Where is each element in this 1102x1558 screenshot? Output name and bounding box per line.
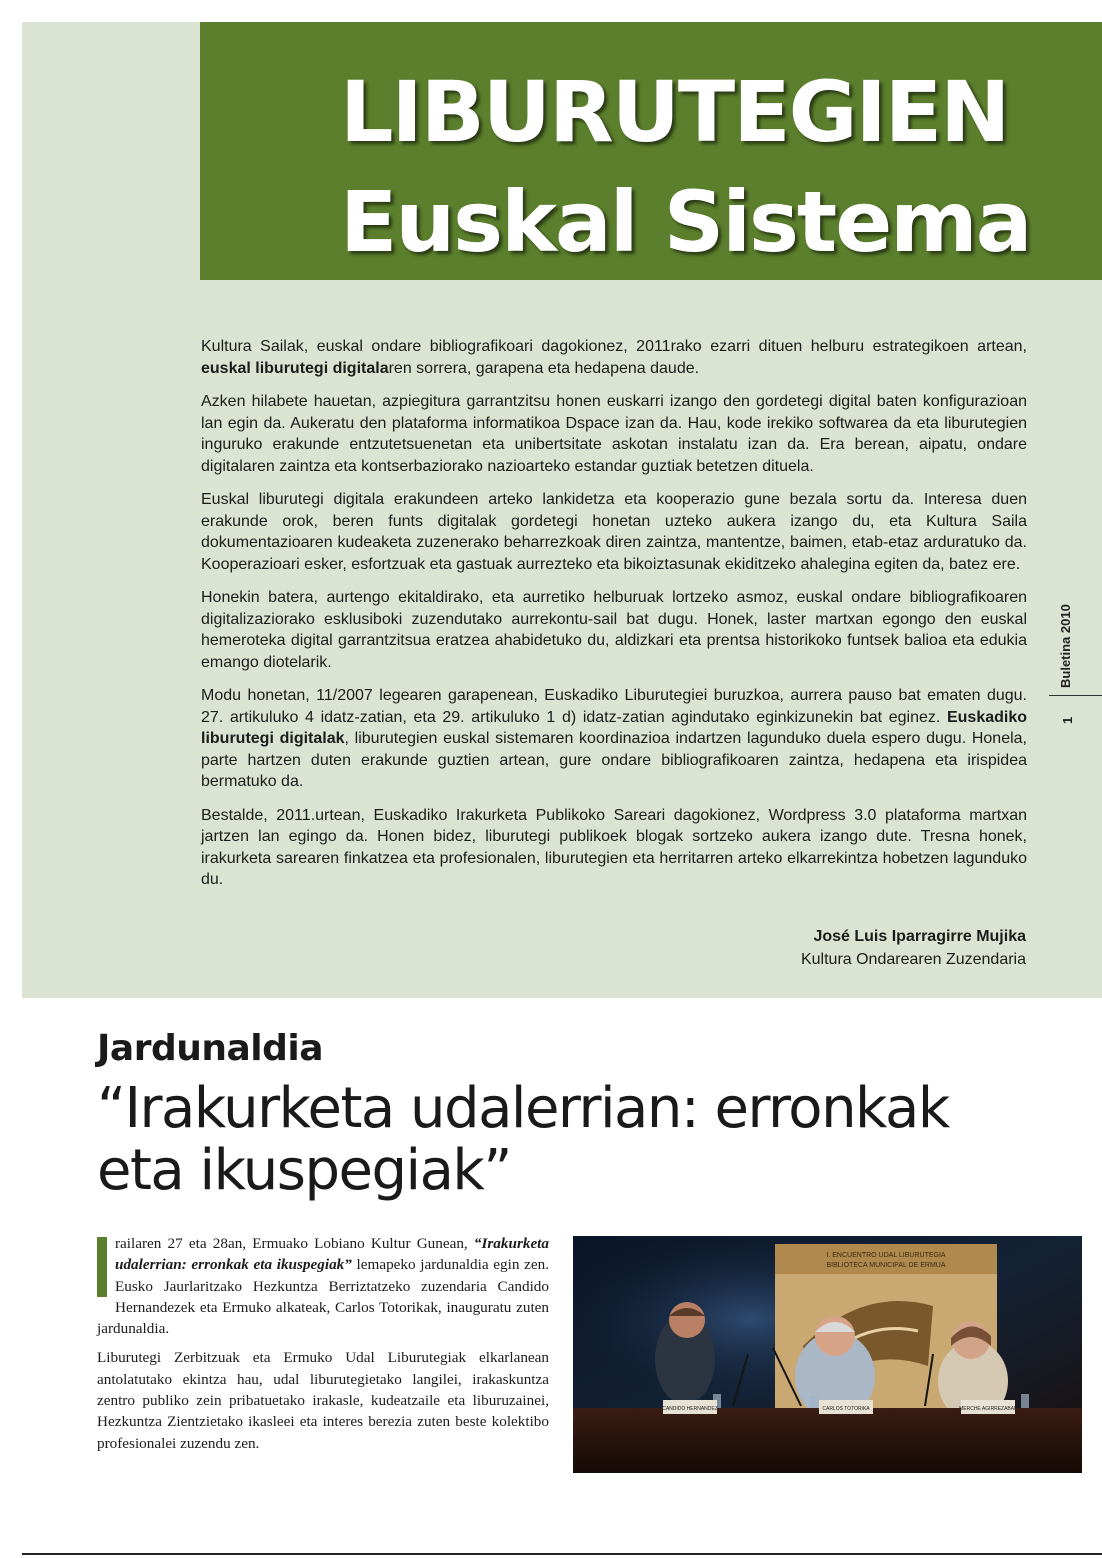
intro-paragraph: Azken hilabete hauetan, azpiegitura garrantzitsu honen euskarri izango den gordetegi digital baten konfigurazioan lan egin da. Aukeratu den plataforma informatikoa Dspace izan da. Hau, kode irekiko softwarea da eta liburutegien inguruko erakunde entzutetsuenetan eta unibertsitate askotan instalatu izan da. Era berean, aipatu, ondare digitalaren zaintza eta kontserbaziorako nazioarteko estandar guztiak betetzen dituela. <box>201 393 1027 475</box>
sidebar-divider <box>1049 695 1102 696</box>
event-photo <box>573 1236 1082 1473</box>
section-kicker: Jardunaldia <box>97 1028 324 1069</box>
section-title: “Irakurketa udalerrian: erronkak eta ikuspegiak” <box>97 1076 949 1203</box>
article-paragraph: Liburutegi Zerbitzuak eta Ermuko Udal Liburutegiak elkarlanean antolatutako ekintza hau, udal liburutegietako langilei, irakaskuntza zentro publiko zein pribatuetako irakasle, kudeatzaile eta liburuzainei, Hezkuntza Zientzietako ikasleei eta interes berezia zuten beste kolektibo profesionalei zuzendu zen. <box>97 1349 549 1452</box>
intro-p5-text-end: , liburutegien euskal sistemaren koordinazioa indartzen lagunduko duela espero dugu. Honela, parte hartzen duten erakunde guztien artean, gure ondare bibliografikoaren zaintza, hedapena eta irispidea bermatuko da. <box>201 730 1028 790</box>
sidebar-label-text: Buletina 2010 <box>1058 604 1073 688</box>
article-p1-text-end: lemapeko jardunaldia egin zen. Eusko Jaurlaritzako Hezkuntza Berriztatzeko zuzendaria Candido Hernandezek eta Ermuko alkateak, Carlos Totorikak, inauguratu zuten jardunaldia. <box>97 1256 549 1338</box>
article-p1-quote: “Irakurketa udalerrian: erronkak eta ikuspegiak” <box>115 1235 549 1274</box>
article-p1-text: railaren 27 eta 28an, Ermuako Lobiano Kultur Gunean, <box>115 1235 474 1252</box>
intro-p5-bold: Euskadiko liburutegi digitalak <box>201 708 1027 747</box>
bottom-rule <box>22 1553 1102 1555</box>
article-body <box>97 1233 549 1462</box>
intro-p1-text-end: ren sorrera, garapena eta hedapena daude. <box>388 359 700 377</box>
signature-role: Kultura Ondarearen Zuzendaria <box>800 951 1026 968</box>
nameplate-right-text: MERCHE AGIRREZABAL <box>959 1406 1017 1412</box>
page-number-text: 1 <box>1060 716 1075 724</box>
title-line-2: Euskal Sistema <box>340 173 1031 271</box>
intro-p5-text: Modu honetan, 11/2007 legearen garapenean, Euskadiko Liburutegiei buruzkoa, aurrera pauso bat ematen dugu. 27. artikuluko 4 idatz-zatian, eta 29. artikuluko 1 d) idatz-zatian agindutako eginkizunekin bat eginez. <box>201 687 1027 726</box>
banner-text-1: I. ENCUENTRO UDAL LIBURUTEGIA <box>826 1252 946 1259</box>
banner-text-2: BIBLIOTECA MUNICIPAL DE ERMUA <box>826 1262 946 1269</box>
article-paragraph <box>97 1233 549 1339</box>
intro-paragraph <box>201 336 1027 379</box>
title-line-1: LIBURUTEGIEN <box>340 63 1009 161</box>
signature <box>600 925 1026 971</box>
signature-name: José Luis Iparragirre Mujika <box>813 928 1026 945</box>
intro-paragraph: Euskal liburutegi digitala erakundeen arteko lankidetza eta kooperazio gune bezala sortu da. Interesa duen erakunde orok, beren funts digitalak gordetegi honetan uzteko aukera izango du, eta Kultura Saila dokumentazioaren kudeaketa zuzenerako beharrezkoak diren zaintza, mantentze, baimen, etab-etaz arduratuko da. Kooperazioari esker, esfortzuak eta gastuak aurrezteko eta bikoiztasunak ekiditzeko ahalegina egiten da, batez ere. <box>201 491 1027 573</box>
dropcap-bar <box>97 1237 107 1297</box>
intro-paragraph: Bestalde, 2011.urtean, Euskadiko Irakurketa Publikoko Sareari dagokionez, Wordpress 3.0 plataforma martxan jartzen lan egingo da. Honen bidez, liburutegi publikoek blogak sortzeko aukera izango dute. Tresna honek, irakurketa sarearen finkatzea eta profesionalen, liburutegien eta herritarren arteko elkarrekintza hobetzen lagunduko du. <box>201 806 1027 888</box>
sidebar-label <box>1058 578 1082 688</box>
intro-paragraph: Honekin batera, aurtengo ekitaldirako, eta aurretiko helburuak lortzeko asmoz, euskal ondare bibliografikoaren digitalizaziorako esklusiboki zuzendutako aurrekontu-sail bat dugu. Honek, laster martxan egongo den euskal hemeroteka digital garrantzitsua eratzea ahabidetuko du, aldizkari eta prentsa historikoko funtsek balioa eta edukia emango diotelarik. <box>201 589 1027 671</box>
nameplate-left-text: CANDIDO HERNANDEZ <box>662 1406 718 1412</box>
intro-paragraph <box>201 685 1027 793</box>
nameplate-center-text: CARLOS TOTORIKA <box>822 1406 870 1412</box>
page-number <box>1060 706 1078 726</box>
intro-p1-bold: euskal liburutegi digitala <box>201 359 389 377</box>
intro-p1-text: Kultura Sailak, euskal ondare bibliografikoari dagokionez, 2011rako ezarri dituen helburu estrategikoen artean, <box>201 338 1027 355</box>
intro-text <box>201 336 1027 903</box>
